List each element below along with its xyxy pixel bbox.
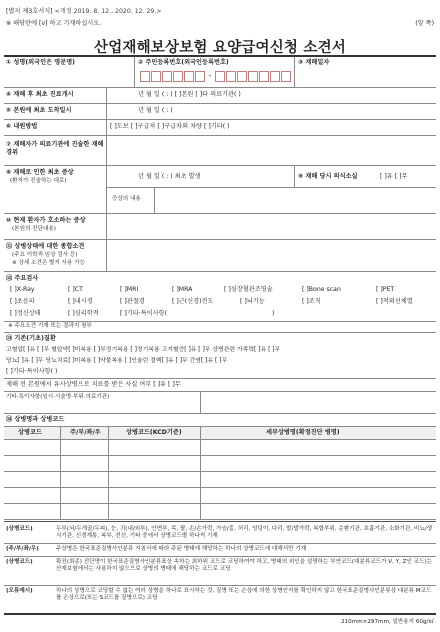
exam-other-close: ) (272, 310, 275, 317)
consciousness-value[interactable]: [ ]유 [ ]무 (380, 173, 408, 180)
arrival-value[interactable]: 년 월 일 ( : ) (138, 107, 173, 114)
accident-date-label: ③ 재해일자 (298, 59, 330, 66)
main-exams-label: ⑫ 주요검사 (6, 275, 39, 282)
form-number: [별지 제3호서식] (6, 8, 53, 15)
legend-text-3: 확진(최종) 진단명이 한국표준질병사인분류표상 속하는 최하위 코드로 코딩하여야 하고, 병태의 외인을 설명하는 부연코드(대분류코드가 V, Y, Z인 코드)는 산재보험에서는 사용하지 않으므로 상병의 병태에 해당하는 코드로 코딩 (56, 559, 433, 572)
exam-ct[interactable]: [ ]CT (68, 286, 83, 293)
exam-emg[interactable]: [ ]근(신경)전도 (172, 298, 214, 305)
exam-other[interactable]: [ ]기타·특이사항( (120, 310, 168, 317)
legend-text-1: 두부(뇌/두개골/두피), 눈, 귀(내/외부), 안면부, 목, 팔, 손/손가락, 가슴/흉, 허리, 엉덩이, 다리, 발/발가락, 복합부위, 순환기관, 호흡기관, 소화기관, 비뇨/생식기관, 신경계통, 복부, 전신, 기타 중에서 상병코드별 하나씩 기재 (56, 526, 433, 539)
first-visit-label: ④ 재해 후 최초 진료개시 (6, 91, 74, 98)
exam-ultrasound[interactable]: [ ]초음파 (10, 298, 35, 305)
arrival-method-label: ⑥ 내원방법 (6, 123, 38, 130)
exam-endoscopy[interactable]: [ ]내시경 (68, 298, 93, 305)
legend-term-1: (상병코드) (6, 526, 33, 532)
name-label: ① 성명(외국인은 영문명) (6, 59, 75, 66)
base-disease-row2[interactable]: 당뇨[ ]유 [ ]무 당뇨치료[ ]미복용 [ ]약물복용 [ ]인슐린 결핵[ ]유 [ ]무 간염[ ]유 [ ]무 (6, 358, 228, 364)
application-form (4, 55, 436, 615)
diagnosis-title: ⑭ 상병명과 상병코드 (6, 416, 65, 423)
exam-bone-scan[interactable]: [ ]Bone scan (302, 286, 341, 293)
exam-angiography[interactable]: [ ]심장혈관조영술 (224, 286, 273, 293)
paper-size-note: 210mm×297mm, 일반용지 60g/㎡ (341, 619, 434, 625)
rrn-boxes[interactable]: - (140, 71, 292, 82)
base-disease-label: ⑬ 기존(기초)질환 (6, 335, 56, 342)
symptom-detail-label: 증상의 내용 (112, 196, 141, 202)
arrival-method-value[interactable]: [ ]도보 [ ]구급차 [ ]구급차외 차량 [ ]기타( ) (110, 123, 230, 130)
initial-symptom-label: ⑧ 재해로 인한 최초 증상 (6, 169, 74, 176)
exam-brain-function[interactable]: [ ]뇌기능 (240, 298, 265, 305)
exam-mental-state[interactable]: [ ]정신상태 (10, 310, 41, 317)
diag-col-2: 주/부/좌/우 (70, 429, 101, 436)
prior-treatment[interactable]: 재해 전 본원에서 유사상병으로 치료를 받은 사실 여부 [ ]유 [ ]무 (6, 381, 181, 388)
consciousness-label: ⑨ 재해 당시 의식소실 (298, 173, 358, 180)
exam-mra[interactable]: [ ]MRA (172, 286, 193, 293)
chief-complaint-label: ⑩ 현재 환자가 호소하는 증상 (6, 217, 86, 224)
instruction-note: ※ 해당란에 [v] 하고 기재하십시오. (6, 20, 102, 27)
arrival-label: ⑤ 본원에 최초 도착일시 (6, 107, 72, 114)
legend-term-3: (상병코드) (6, 559, 33, 565)
diag-col-3: 상병코드(KCD기준) (126, 429, 182, 436)
first-visit-value[interactable]: 년 월 일 ( : ) [ ]본원 [ ]타 의료기관( ) (138, 91, 241, 98)
initial-symptom-value[interactable]: 년 월 일 ( : ) 최초 발생 (138, 173, 201, 180)
exam-arthroscopy[interactable]: [ ]관절경 (120, 298, 145, 305)
page-indicator: (앞 쪽) (415, 20, 434, 27)
legend-text-2: 주상병은 한국표준질병사인분류 지침서에 따라 주된 병태에 해당하는 하나의 상병코드에 대해서만 기재 (56, 546, 307, 552)
diag-col-1: 상병코드 (18, 429, 42, 436)
document-title: 산업재해보상보험 요양급여신청 소견서 (93, 40, 346, 56)
exam-psychological[interactable]: [ ]심리학적 (68, 310, 99, 317)
initial-symptom-sub: (환자가 진술하는 대로) (10, 178, 67, 184)
legend-term-4: (오류예시) (6, 588, 33, 594)
exam-xray[interactable]: [ ]X-Ray (10, 286, 35, 293)
overall-opinion-sub2: ※ 상세 소견은 별지 사용 가능 (12, 260, 86, 266)
exam-note: ※ 주요소견 기재 또는 결과지 첨부 (8, 323, 92, 329)
exam-thermography[interactable]: [ ]적외선체열 (376, 298, 413, 305)
exam-pet[interactable]: [ ]PET (376, 286, 395, 293)
overall-opinion-label: ⑪ 상병상태에 대한 종합소견 (6, 243, 85, 250)
exam-tissue[interactable]: [ ]조직 (302, 298, 321, 305)
base-disease-row3[interactable]: [ ]기타·특이사항( ) (6, 368, 58, 375)
overall-opinion-sub1: (주요 이학적·임상 검사 등) (12, 252, 78, 258)
legend-term-2: (주/부/좌/우) (6, 546, 39, 552)
rrn-label: ② 주민등록번호(외국인등록번호) (138, 59, 229, 66)
base-disease-row1[interactable]: 고혈압[ ]유 [ ]무 혈압약[ ]미복용 [ ]부정기복용 [ ]정기복용 고지혈증[ ]유 [ ]무 상병관련 가족력[ ]유 [ ]무 (6, 347, 281, 353)
revision-date: <개정 2019. 8. 12., 2020. 12. 29.> (54, 8, 162, 15)
diag-col-4: 세부상병명(확정진단 병명) (266, 429, 340, 436)
legend-text-4: 하나의 상병으로 코딩할 수 없는 여러 상병을 하나로 표시하는 것, 질병 또는 손상에 의한 상병인지를 확인하지 않고 한국표준질병사인분류상 대분류 M코드를 손상으로(또는 S코드를 질병으로) 코딩 (56, 588, 432, 601)
history-label: ⑦ 재해자가 의료기관에 진술한 재해경위 (6, 141, 104, 156)
prior-treatment-detail: 기타·특이사항(일시·시술명·부위·의료기관) (6, 394, 110, 400)
exam-mri[interactable]: [ ]MRI (120, 286, 139, 293)
chief-complaint-sub: (본원의 진단내용) (12, 226, 56, 232)
